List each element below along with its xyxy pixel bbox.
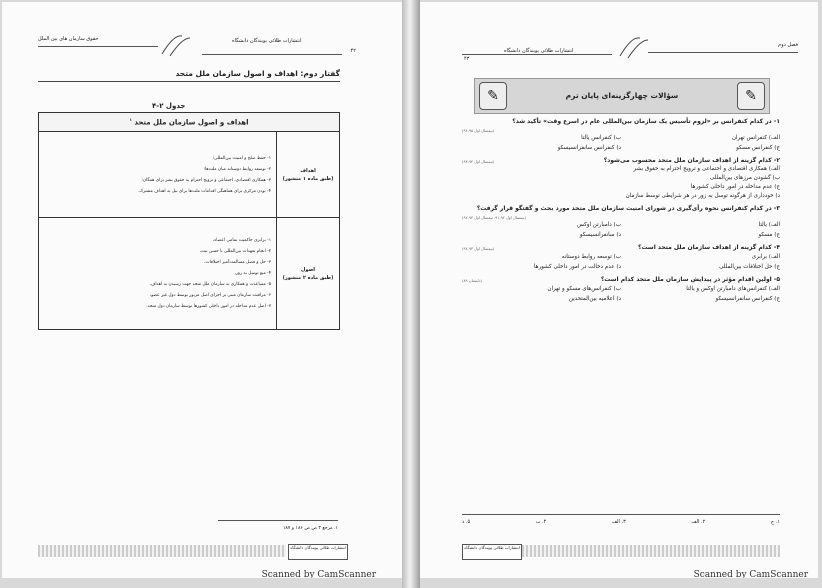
question-options (462, 284, 780, 304)
table-row-goals (39, 132, 340, 218)
answer-key (462, 519, 780, 525)
pencil-badge-icon: ✎ (479, 82, 507, 110)
row-label-goals (277, 132, 340, 218)
option: د) عدم دخالت در امور داخلی کشورها (533, 264, 621, 270)
left-page (2, 2, 402, 578)
option: الف) کنفرانس‌های دامبارتن اوکس و یالتا (686, 286, 780, 292)
footer-stripe-bar (522, 545, 780, 557)
question-source: (نیمسال اول ۹۵-۹۴) (462, 128, 495, 133)
page-number: ۴۳ (464, 56, 470, 62)
table-caption (39, 113, 340, 132)
header-book-title: حقوق سازمان های بین الملل (38, 36, 99, 42)
row-label-principles (277, 218, 340, 330)
option: ب) کنفرانس یالتا (581, 135, 621, 141)
option: ج) عدم مداخله در امور داخلی کشورها (690, 184, 780, 190)
option: ج) مسکو (758, 232, 780, 238)
goal-item: ۳- همکاری اقتصادی، اجتماعی و ترویج احترام به حقوق بشر برای همگان؛ (141, 177, 271, 183)
question-source: (نیمسال اول ۹۳-۹۲) (462, 246, 495, 251)
header-publisher: انتشارات طلائی پویندگان دانشگاه (504, 48, 574, 54)
question-source: (تابستان ۸۹) (462, 278, 483, 283)
question-text: ۳- در کدام کنفرانس نحوه رأی‌گیری در شورای امنیت سازمان ملل متحد مورد بحث و گفتگو قرار گرفت؟ (476, 205, 780, 212)
question-source: (نیمسال اول ۹۴-۹۳) (462, 159, 495, 164)
answer-item: ۴. ب (535, 519, 547, 525)
footer-logo: انتشارات طلائی پویندگان دانشگاه (462, 544, 522, 560)
option: ج) کنفرانس سانفرانسیسکو (715, 296, 780, 302)
question-text: ۲- کدام گزینه از اهداف سازمان ملل متحد محسوب می‌شود؟ (603, 157, 780, 164)
option: ب) توسعه روابط دوستانه (561, 254, 621, 260)
principle-item: ۶- مراقبت سازمان مبنی بر اجرای اصل مزبور توسط دول غیر عضو، (149, 293, 271, 298)
footer-logo: انتشارات طلائی پویندگان دانشگاه (288, 544, 348, 560)
header-rule-right (648, 52, 798, 53)
pencil-badge-icon: ✎ (737, 82, 765, 110)
answer-item: ۲. الف (691, 519, 706, 525)
option: د) کنفرانس سانفرانسیسکو (557, 145, 621, 151)
option: الف) کنفرانس تهران (731, 135, 780, 141)
question-options (462, 252, 780, 272)
option: د) اعلامیه بین‌المتحدین (568, 296, 621, 302)
principle-item: ۴- منع توسل به زور، (234, 271, 271, 276)
table-row-principles (39, 218, 340, 330)
answer-item: ۱. ج (770, 519, 780, 525)
scanner-text: Scanned by CamScanner (261, 570, 376, 578)
section-rule (38, 81, 340, 82)
footer-stripe-bar (38, 545, 286, 557)
principle-item: ۵- مساعدت و همکاری به سازمان ملل متحد جهت رسیدن به اهداف، (149, 282, 271, 287)
option: ب) کنفرانس‌های مسکو و تهران (547, 286, 621, 292)
question-item (462, 244, 780, 272)
question-text: ۵- اولین اقدام مؤثر در پیدایش سازمان ملل متحد کدام است؟ (600, 276, 780, 283)
question-item (462, 205, 780, 240)
option: الف) برابری (751, 254, 780, 260)
principle-item: ۷- اصل عدم مداخله در امور داخلی کشورها توسط سازمان دول متحد. (146, 304, 271, 309)
table-number: جدول ۲-۴ (152, 102, 186, 110)
quiz-title: سؤالات چهارگزینه‌ای پایان ترم (565, 91, 679, 100)
option: الف) همکاری اقتصادی و اجتماعی و ترویج احترام به حقوق بشر (633, 166, 780, 172)
row-items-goals (39, 132, 277, 218)
row-label-principles-title: اصول (300, 266, 316, 273)
right-page-header (420, 32, 818, 60)
header-rule-left (38, 46, 158, 47)
principle-item: ۱- برابری حاکمیت تمامی اعضاء، (212, 238, 271, 243)
header-swoosh-icon (616, 34, 656, 60)
question-options (462, 165, 780, 201)
option: ج) حل اختلافات بین‌المللی (719, 264, 780, 270)
option: د) خودداری از هرگونه توسل به زور در هر شرایطی توسط سازمان (625, 193, 780, 199)
quiz-banner (474, 78, 770, 114)
question-list (462, 118, 780, 308)
header-publisher: انتشارات طلائی پویندگان دانشگاه (232, 38, 302, 44)
book-gutter (402, 0, 420, 588)
scanner-text: Scanned by CamScanner (693, 570, 808, 578)
option: ج) کنفرانس مسکو (736, 145, 780, 151)
page-number: ۴۲ (350, 48, 356, 54)
principle-item: ۲- انجام تعهدات بین‌المللی با حسن نیت، (199, 249, 271, 254)
footnote: ۱. مرجع ۳ ص ص ۱۸۶ و ۱۸۷ (282, 526, 338, 531)
option: ب) دامبارتن اوکس (576, 222, 621, 228)
question-text: ۴- کدام گزینه از اهداف سازمان ملل متحد است؟ (637, 244, 780, 251)
goal-item: ۴- بودن مرکزی برای هماهنگی اقدامات ملت‌ها برای نیل به اهداف مشترک. (137, 188, 271, 194)
header-rule-right (202, 54, 342, 55)
answer-item: ۵. د (462, 519, 471, 525)
question-options (462, 220, 780, 240)
goal-item: ۲- توسعه روابط دوستانه میان ملت‌ها؛ (203, 166, 271, 172)
header-chapter: فصل دوم (778, 42, 798, 48)
row-items-principles (39, 218, 277, 330)
row-label-goals-title: اهداف (300, 167, 316, 174)
header-rule-left (462, 54, 612, 55)
answer-item: ۳. الف (611, 519, 626, 525)
option: الف) یالتا (758, 222, 780, 228)
question-source: (نیمسال اول ۹۲-۹۱، نیمسال اول ۹۳-۹۲) (462, 215, 527, 220)
right-page (420, 2, 818, 578)
question-item (462, 276, 780, 304)
question-item (462, 118, 780, 153)
answer-key-rule (462, 514, 780, 515)
goal-item: ۱- حفظ صلح و امنیت بین‌المللی؛ (212, 155, 271, 161)
principles-table (38, 112, 340, 330)
option: ب) گشودن مرزهای بین‌المللی (709, 175, 780, 181)
row-label-principles-sub: (طبق ماده ۲ منشور) (282, 274, 334, 281)
row-label-goals-sub: (طبق ماده ۱ منشور) (282, 175, 334, 182)
question-text: ۱- در کدام کنفرانس بر «لزوم تأسیس یک سازمان بین‌المللی عام در اسرع وقت» تأکید شد؟ (512, 118, 780, 125)
table-caption-footnote-mark: ۱ (129, 117, 132, 123)
question-item (462, 157, 780, 201)
section-title: گفتار دوم: اهداف و اصول سازمان ملل متحد (175, 69, 340, 78)
footnote-rule (218, 520, 338, 521)
table-caption-text: اهداف و اصول سازمان ملل متحد (134, 118, 249, 127)
principle-item: ۳- حل و فصل مسالمت‌آمیز اختلافات، (204, 260, 271, 265)
question-options (462, 133, 780, 153)
left-page-header (2, 32, 402, 60)
header-swoosh-icon (160, 32, 200, 58)
option: د) سانفرانسیسکو (579, 232, 621, 238)
